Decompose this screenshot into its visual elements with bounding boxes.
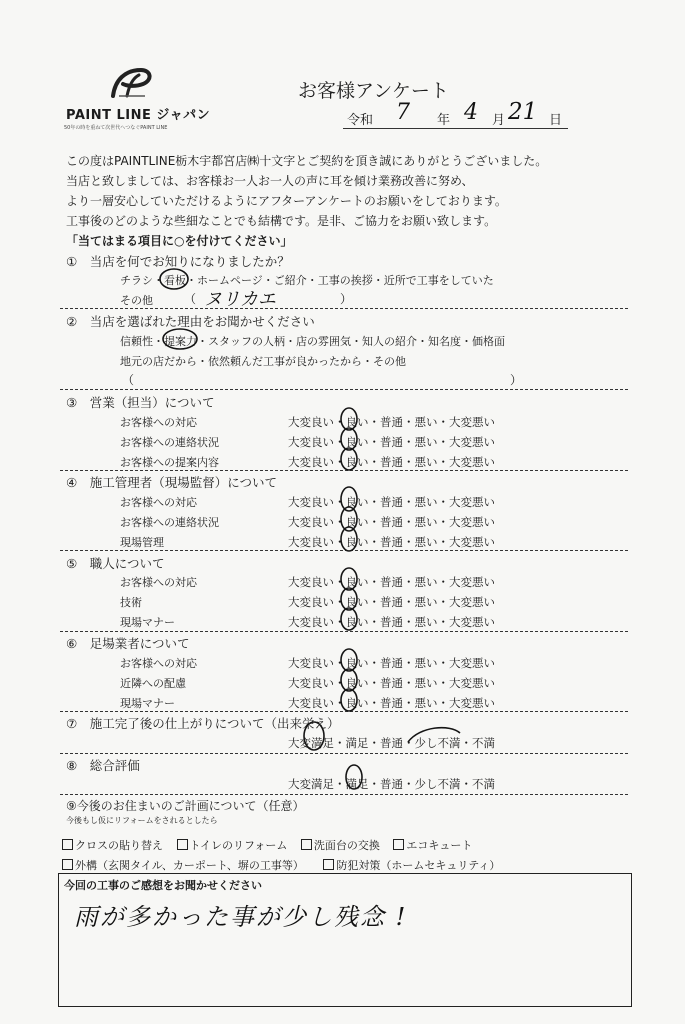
paint-line-logo-mark-icon	[105, 66, 155, 100]
era-label: 令和	[347, 113, 374, 128]
rating-scale: 大変良い・良い・普通・悪い・大変悪い	[288, 595, 495, 609]
q4-item: 現場管理	[120, 536, 164, 549]
q1-paren-close: ）	[340, 292, 353, 306]
intro-line: 工事後のどのような些細なことでも結構です。是非、ご協力をお願い致します。	[66, 214, 497, 228]
checkbox[interactable]	[62, 859, 73, 870]
q2-title: ② 当店を選ばれた理由をお聞かせください	[66, 314, 315, 329]
year-label: 年	[437, 113, 451, 128]
rating-scale: 大変良い・良い・普通・悪い・大変悪い	[288, 515, 495, 529]
q1-other-answer: ヌリカエ	[204, 289, 276, 310]
q1-options: チラシ・看板・ホームページ・ご紹介・工事の挨拶・近所で工事をしていた	[120, 274, 494, 287]
q2-options: 地元の店だから・依然頼んだ工事が良かったから・その他	[120, 355, 406, 368]
checkbox[interactable]	[62, 839, 73, 850]
q1-other-label: その他	[120, 294, 153, 307]
q4-title: ④ 施工管理者（現場監督）について	[66, 475, 277, 490]
q2-paren-open: （	[122, 373, 135, 387]
satisfaction-scale: 大変満足・満足・普通・少し不満・不満	[288, 736, 495, 750]
q6-item: 近隣への配慮	[120, 677, 186, 690]
q9-title: ⑨今後のお住まいのご計画について（任意）	[66, 799, 305, 813]
q1-paren-open: （	[184, 292, 197, 306]
intro-line: 当店と致しましては、お客様お一人お一人の声に耳を傾け業務改善に努め、	[66, 174, 474, 188]
q9-row1	[62, 837, 482, 853]
q9-row2	[62, 857, 510, 873]
rating-scale: 大変良い・良い・普通・悪い・大変悪い	[288, 415, 495, 429]
logo-tagline: 50年の時を重ねて次世代へつなぐPAINT LINE	[64, 125, 168, 131]
month-value: 4	[464, 100, 478, 125]
option-exterior: 外構（玄関タイル、カーポート、塀の工事等）	[75, 859, 304, 872]
rating-scale: 大変良い・良い・普通・悪い・大変悪い	[288, 696, 495, 710]
q3-title: ③ 営業（担当）について	[66, 395, 215, 410]
divider	[60, 711, 628, 712]
q3-item: お客様への対応	[120, 416, 197, 429]
instruction: 「当てはまる項目に○を付けてください」	[66, 234, 293, 248]
q3-item: お客様への提案内容	[120, 456, 219, 469]
year-value: 7	[396, 100, 410, 125]
comment-answer: 雨が多かった事が少し残念 !	[74, 903, 408, 931]
divider	[60, 308, 628, 309]
option-toilet: トイレのリフォーム	[189, 839, 288, 852]
divider	[60, 794, 628, 795]
q8-title: ⑧ 総合評価	[66, 758, 140, 773]
logo-brand: PAINT LINE ジャパン	[66, 108, 211, 123]
q4-item: お客様への連絡状況	[120, 516, 219, 529]
day-label: 日	[549, 113, 563, 128]
option-washbasin: 洗面台の交換	[313, 839, 380, 852]
q6-item: お客様への対応	[120, 657, 197, 670]
q1-title: ① 当店を何でお知りになりましたか？	[66, 254, 290, 269]
option-ecocute: エコキュート	[406, 839, 473, 852]
comment-box[interactable]	[58, 873, 632, 1007]
date-underline	[343, 128, 568, 129]
satisfaction-scale: 大変満足・満足・普通・少し不満・不満	[288, 777, 495, 791]
q5-item: 技術	[120, 596, 142, 609]
month-label: 月	[492, 113, 506, 128]
comment-label: 今回の工事のご感想をお聞かせください	[64, 879, 262, 892]
rating-scale: 大変良い・良い・普通・悪い・大変悪い	[288, 455, 495, 469]
option-cloth: クロスの貼り替え	[75, 839, 163, 852]
q3-item: お客様への連絡状況	[120, 436, 219, 449]
rating-scale: 大変良い・良い・普通・悪い・大変悪い	[288, 615, 495, 629]
checkbox[interactable]	[177, 839, 188, 850]
q7-title: ⑦ 施工完了後の仕上がりについて（出来栄え）	[66, 716, 340, 731]
q6-title: ⑥ 足場業者について	[66, 636, 190, 651]
q2-paren-close: ）	[510, 373, 523, 387]
q2-options: 信頼性・提案力・スタッフの人柄・店の雰囲気・知人の紹介・知名度・価格面	[120, 335, 505, 348]
checkbox[interactable]	[323, 859, 334, 870]
rating-scale: 大変良い・良い・普通・悪い・大変悪い	[288, 535, 495, 549]
q9-note: 今後もし仮にリフォームをされるとしたら	[66, 816, 218, 825]
divider	[60, 389, 628, 390]
q5-item: お客様への対応	[120, 576, 197, 589]
q5-item: 現場マナー	[120, 616, 175, 629]
day-value: 21	[508, 99, 538, 125]
rating-scale: 大変良い・良い・普通・悪い・大変悪い	[288, 495, 495, 509]
rating-scale: 大変良い・良い・普通・悪い・大変悪い	[288, 575, 495, 589]
divider	[60, 631, 628, 632]
divider	[60, 550, 628, 551]
checkbox[interactable]	[301, 839, 312, 850]
divider	[60, 753, 628, 754]
option-security: 防犯対策（ホームセキュリティ）	[336, 859, 501, 872]
q6-item: 現場マナー	[120, 697, 175, 710]
rating-scale: 大変良い・良い・普通・悪い・大変悪い	[288, 435, 495, 449]
q5-title: ⑤ 職人について	[66, 556, 165, 571]
intro-line: この度はPAINTLINE栃木宇都宮店㈱十文字とご契約を頂き誠にありがとうございました。	[66, 154, 548, 168]
page-title: お客様アンケート	[298, 80, 449, 102]
q4-item: お客様への対応	[120, 496, 197, 509]
checkbox[interactable]	[393, 839, 404, 850]
divider	[60, 470, 628, 471]
rating-scale: 大変良い・良い・普通・悪い・大変悪い	[288, 676, 495, 690]
intro-line: より一層安心していただけるようにアフターアンケートのお願いをしております。	[66, 194, 507, 208]
rating-scale: 大変良い・良い・普通・悪い・大変悪い	[288, 656, 495, 670]
